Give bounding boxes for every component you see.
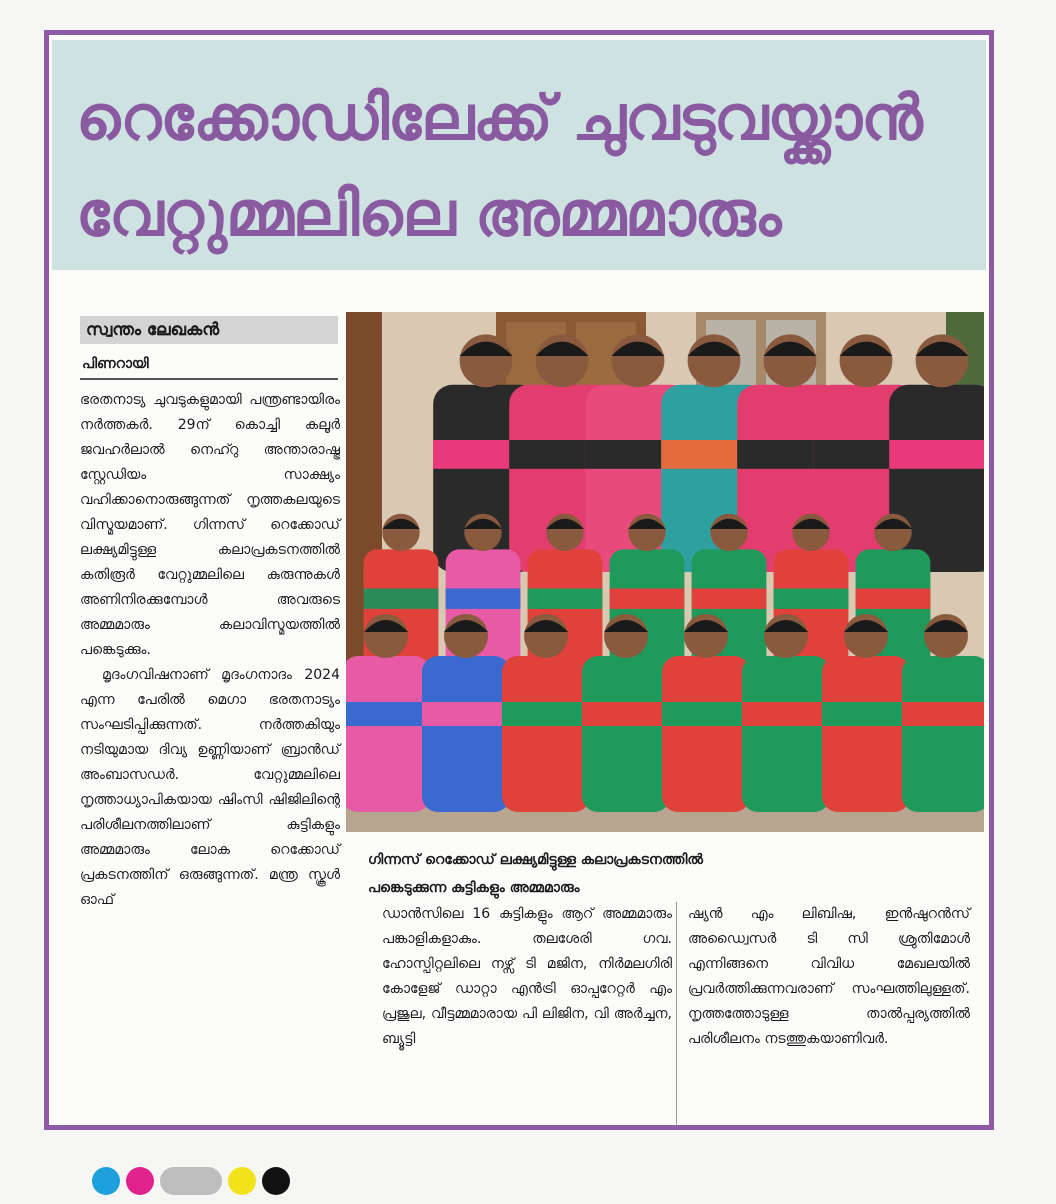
- byline: സ്വന്തം ലേഖകൻ: [80, 316, 338, 344]
- black-mark: [262, 1167, 290, 1195]
- group-photo: [346, 312, 984, 832]
- dateline: പിണറായി: [82, 356, 149, 372]
- headline-block: [52, 40, 986, 270]
- dateline-rule: [80, 378, 338, 380]
- caption-line-2: പങ്കെടുക്കുന്ന കുട്ടികളും അമ്മമാരും: [368, 880, 580, 896]
- photo-caption: [368, 846, 968, 902]
- headline-line-1: റെക്കോഡിലേക്ക് ചുവടുവയ്ക്കാൻ: [76, 81, 922, 154]
- column-rule: [676, 902, 677, 1126]
- paragraph-1: ഭരതനാട്യ ചുവടുകളുമായി പന്ത്രണ്ടായിരം നർത്തകർ. 29ന് കൊച്ചി കലൂർ ജവഹർലാൽ നെഹ്റു അന്താരാഷ്ട്ര സ്റ്റേഡിയം സാക്ഷ്യം വഹിക്കാനൊരുങ്ങുന്നത് നൃത്തകലയുടെ വിസ്മയമാണ്. ഗിന്നസ് റെക്കോഡ് ലക്ഷ്യമിട്ടുള്ള കലാപ്രകടനത്തിൽ കതിരൂർ വേറ്റുമ്മലിലെ കുരുന്നുകൾ അണിനിരക്കുമ്പോൾ അവരുടെ അമ്മമാരും കലാവിസ്മയത്തിൽ പങ്കെടുക്കും.: [80, 392, 340, 658]
- paragraph-2: മൃദംഗവിഷനാണ് മൃദംഗനാദം 2024 എന്ന പേരിൽ മെഗാ ഭരതനാട്യം സംഘടിപ്പിക്കുന്നത്. നർത്തകിയും നടിയുമായ ദിവ്യ ഉണ്ണിയാണ് ബ്രാൻഡ് അംബാസഡർ. വേറ്റുമ്മലിലെ നൃത്താധ്യാപികയായ ഷിംസി ഷിജിലിന്റെ പരിശീലനത്തിലാണ് കുട്ടികളും അമ്മമാരും ലോക റെക്കോഡ് പ്രകടനത്തിന് ഒരുങ്ങുന്നത്. മന്ത്ര സ്കൂൾ ഓഫ്: [80, 667, 340, 908]
- article-column-3: ഷ്യൻ എം ലിബിഷ, ഇൻഷുറൻസ് അഡ്വൈസർ ടി സി ശ്രുതിമോൾ എന്നിങ്ങനെ വിവിധ മേഖലയിൽ പ്രവർത്തിക്കുന്നവരാണ് സംഘത്തിലുള്ളത്. നൃത്തത്തോടുള്ള താൽപ്പര്യത്തിൽ പരിശീലനം നടത്തുകയാണിവർ.: [688, 906, 970, 1047]
- cyan-mark: [92, 1167, 120, 1195]
- headline-line-2: വേറ്റുമ്മലിലെ അമ്മമാരും: [76, 177, 781, 250]
- article-column-1: [80, 388, 340, 913]
- grey-mark: [160, 1167, 222, 1195]
- article-column-2: ഡാൻസിലെ 16 കുട്ടികളും ആറ് അമ്മമാരും പങ്കാളികളാകും. തലശേരി ഗവ. ഹോസ്പിറ്റലിലെ നഴ്സ് ടി മജിന, നിർമലഗിരി കോളേജ് ഡാറ്റാ എൻട്രി ഓപ്പറേറ്റർ എം പ്രജുല, വീട്ടമ്മമാരായ പി ലിജിന, വി അർച്ചന, ബ്യൂട്ടി: [382, 906, 672, 1047]
- registration-marks: [92, 1166, 290, 1196]
- caption-line-1: ഗിന്നസ് റെക്കോഡ് ലക്ഷ്യമിട്ടുള്ള കലാപ്രകടനത്തിൽ: [368, 852, 703, 868]
- yellow-mark: [228, 1167, 256, 1195]
- group-photo-illustration: [346, 312, 984, 832]
- magenta-mark: [126, 1167, 154, 1195]
